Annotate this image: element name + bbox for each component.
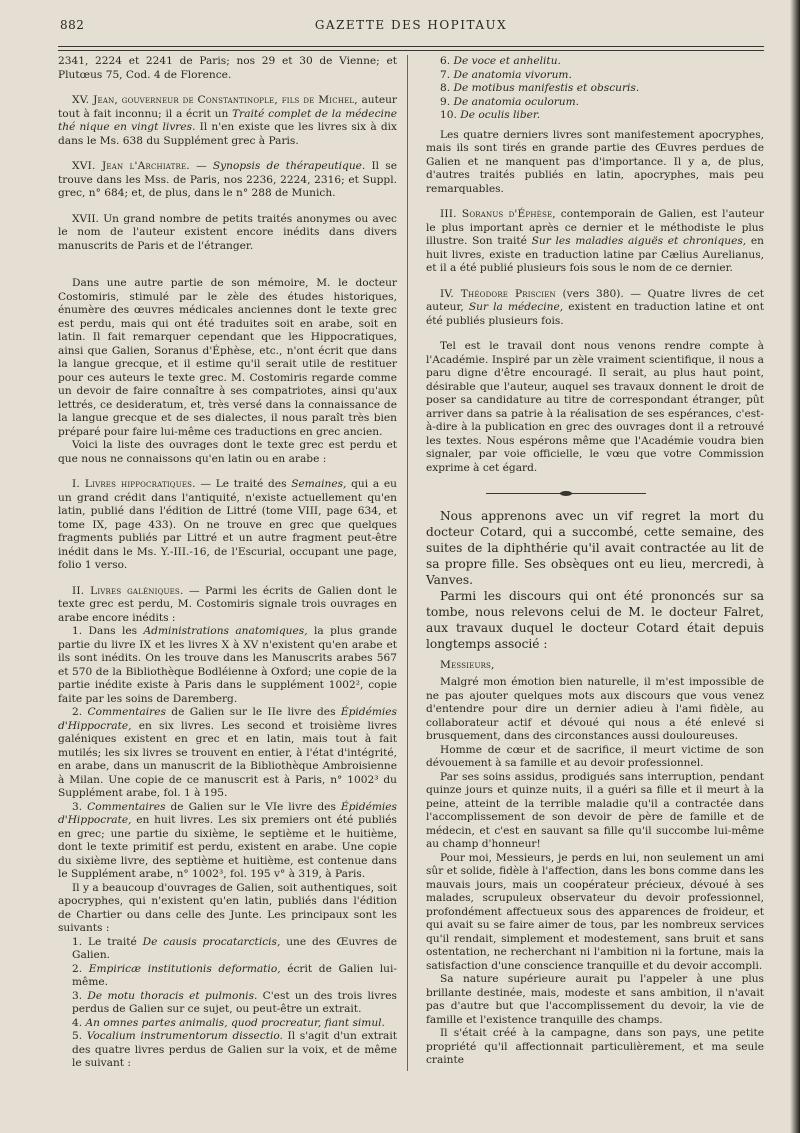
paragraph: Voici la liste des ouvrages dont le texte grec est perdu et que nous ne connaissons qu'en latin ou en arabe : xyxy=(58,439,397,465)
work-title: Traité complet de la médecine thé nique en vingt livres. xyxy=(58,107,397,133)
running-title: GAZETTE DES HOPITAUX xyxy=(314,18,508,32)
paragraph: 3. Commentaires de Galien sur le VIe livre des Épidémies d'Hippocrate, en huit livres. Les six premiers ont été publiés en grec; une partie du sixième, le septième et le huitième, dont le texte primitif est perdu, existent en arabe. Une copie du sixième livre, des septième et huitième, est contenue dans le Supplément arabe, n° 1002³, fol. 195 v° à 319, à Paris. xyxy=(58,800,397,880)
work-list xyxy=(426,55,764,123)
work-title: Vocalium instrumentorum dissectio. xyxy=(86,1030,283,1042)
list-item: 7. De anatomia vivorum. xyxy=(439,68,572,81)
section-divider xyxy=(486,493,646,494)
paragraph: XVII. Un grand nombre de petits traités anonymes ou avec le nom de l'auteur existent encore inédits dans divers manuscrits de Paris et de l'étranger. xyxy=(58,212,397,252)
section-heading: I. Livres hippocratiques. xyxy=(72,478,196,490)
work-title: Administrations anatomiques, xyxy=(143,625,308,637)
list-item: 9. De anatomia oculorum. xyxy=(439,95,580,108)
paragraph: 1. Dans les Administrations anatomiques, la plus grande partie du livre IX et les livres X à XV n'existent qu'en arabe et ils sont inédits. On les trouve dans les Manuscrits arabes 567 et 570 de la Bibliothèque Bodléienne à Oxford; une copie de la partie inédite existe à Paris dans le supplément 1002², copie faite par les soins de Daremberg. xyxy=(58,625,397,705)
paragraph: I. Livres hippocratiques. — Le traité des Semaines, qui a eu un grand crédit dans l'antiquité, n'existe actuellement qu'en latin, publié dans l'édition de Littré (tome VIII, page 634, et tome IX, page 433). On ne trouve en grec que quelques fragments publiés par Littré et un autre fragment peut-être inédit dans le Ms. Y.-III.-16, de l'Escurial, occupant une page, folio 1 verso. xyxy=(58,478,397,571)
paragraph: Malgré mon émotion bien naturelle, il m'est impossible de ne pas ajouter quelques mots aux discours que vous venez d'entendre pour dire un dernier adieu à l'ami fidèle, au collaborateur actif et dévoué qui nous a été enlevé si brusquement, dans des circonstances aussi douloureuses. xyxy=(425,676,764,742)
work-title: Empiricæ institutionis deformatio, xyxy=(88,962,281,975)
paragraph: III. Soranus d'Éphèse, contemporain de Galien, est l'auteur le plus important après ce dernier et le méthodiste le plus illustre. Son traité Sur les maladies aiguës et chroniques, en huit livres, existe en traduction latine par Cælius Aurelianus, et il a été publié plusieurs fois sous le nom de ce dernier. xyxy=(425,208,764,274)
header-rule xyxy=(58,47,764,51)
work-title: Sur la médecine, xyxy=(468,301,564,313)
paragraph: Tel est le travail dont nous venons rendre compte à l'Académie. Inspiré par un zèle vraiment scientifique, il nous a paru digne d'être encouragé. Il serait, au plus haut point, désirable que l'auteur, auquel ses travaux donnent le droit de poser sa candidature au titre de correspondant étranger, pût arriver dans sa patrie à la réalisation de ses espérances, c'est-à-dire à la publication en grec des ouvrages dont il a retrouvé les textes. Nous espérons même que l'Académie voudra bien signaler, par voie officielle, le vœu que votre Commission exprime à cet égard. xyxy=(425,340,764,474)
paragraph: Dans une autre partie de son mémoire, M. le docteur Costomiris, stimulé par le zèle des études historiques, énumère des œuvres médicales anciennes dont le texte grec est perdu, mais qui ont été traduites soit en arabe, soit en latin. Il fait remarquer cependant que les Hippocratiques, ainsi que Galien, Soranus d'Éphèse, etc., n'ont écrit que dans la langue grecque, et il estime qu'il serait utile de restituer pour ces auteurs le texte grec. M. Costomiris regarde comme un devoir de faire connaître à ses compatriotes, ainsi qu'aux lettrés, ce desideratum, et, très versé dans la connaissance de la langue grecque et de ses dialectes, il nous paraît très bien préparé pour faire lui-même ces traductions en grec ancien. xyxy=(58,277,397,438)
list-item: 3. De motu thoracis et pulmonis. C'est un des trois livres perdus de Galien sur ce sujet, ou peut-être un extrait. xyxy=(72,989,397,1015)
work-title: Commentaires xyxy=(87,706,166,718)
work-list xyxy=(58,936,397,1071)
paragraph: Sa nature supérieure aurait pu l'appeler à une plus brillante destinée, mais, modeste et sans ambition, il n'avait pas d'autre but que l'accomplissement du devoir, la vie de famille et l'existence tranquille des champs. xyxy=(425,973,764,1026)
work-title: De anatomia vivorum. xyxy=(453,68,572,81)
obituary-announcement xyxy=(426,508,764,652)
work-title: De voce et anhelitu. xyxy=(453,55,561,67)
paragraph: IV. Théodore Priscien (vers 380). — Quatre livres de cet auteur, Sur la médecine, existent en traduction latine et ont été publiés plusieurs fois. xyxy=(425,287,764,327)
right-column xyxy=(424,55,764,1071)
work-title: Épidémies d'Hippocrate, xyxy=(58,800,397,826)
text-columns xyxy=(58,55,764,1071)
work-title: De motibus manifestis et obscuris. xyxy=(453,82,640,94)
work-title: De causis procatarcticis, xyxy=(142,935,281,948)
work-title: Synopsis de thérapeutique. xyxy=(212,160,366,172)
work-title: De motu thoracis et pulmonis. xyxy=(87,989,258,1002)
list-item: 4. An omnes partes animalis, quod procreatur, fiant simul. xyxy=(72,1016,385,1029)
paragraph: XV. Jean, gouverneur de Constantinople, fils de Michel, auteur tout à fait inconnu; il a écrit un Traité complet de la médecine thé nique en vingt livres. Il n'en existe que les livres six à dix dans le Ms. 638 du Supplément grec à Paris. xyxy=(58,94,397,147)
work-title: Commentaires xyxy=(87,800,166,813)
author-name: XV. Jean, gouverneur de Constantinople, fils de Michel, xyxy=(72,94,358,106)
list-item: 10. De oculis liber. xyxy=(439,109,541,121)
work-title: De anatomia oculorum. xyxy=(453,95,580,108)
paragraph: Il s'était créé à la campagne, dans son pays, une petite propriété qu'il affectionnait particulièrement, et ma seule crainte xyxy=(425,1027,764,1066)
paragraph: 2. Commentaires de Galien sur le IIe livre des Épidémies d'Hippocrate, en six livres. Les second et troisième livres galéniques existent en grec et en latin, mais tout à fait mutilés; les six livres se trouvent en entier, à l'état d'intégrité, en arabe, dans un manuscrit de la Bibliothèque Ambroisienne à Milan. Une copie de ce manuscrit est à Paris, n° 1002³ du Supplément arabe, fol. 1 à 195. xyxy=(58,706,397,799)
page-header xyxy=(58,0,764,47)
work-title: Épidémies d'Hippocrate, xyxy=(58,706,397,732)
paragraph: 2341, 2224 et 2241 de Paris; nos 29 et 30 de Vienne; et Plutœus 75, Cod. 4 de Florence. xyxy=(58,55,397,81)
work-title: Sur les maladies aiguës et chroniques, xyxy=(531,235,747,247)
paragraph: II. Livres galéniques. — Parmi les écrits de Galien dont le texte grec est perdu, M. Costomiris signale trois ouvrages en arabe encore inédits : xyxy=(58,584,397,624)
paragraph: Parmi les discours qui ont été prononcés sur sa tombe, nous relevons celui de M. le docteur Falret, aux travaux duquel le docteur Cotard était depuis longtemps associé : xyxy=(425,589,764,651)
paragraph: XVI. Jean l'Archiatre. — Synopsis de thérapeutique. Il se trouve dans les Mss. de Paris, nos 2236, 2224, 2316; et Suppl. grec, n° 684; et, de plus, dans le n° 288 de Munich. xyxy=(58,160,397,199)
paragraph: Homme de cœur et de sacrifice, il meurt victime de son dévouement à sa famille et au devoir professionnel. xyxy=(425,743,764,769)
left-column xyxy=(58,55,408,1071)
author-name: IV. Théodore Priscien xyxy=(439,287,556,300)
list-item: 1. Le traité De causis procatarcticis, une des Œuvres de Galien. xyxy=(72,935,397,961)
work-title: An omnes partes animalis, quod procreatur, fiant simul. xyxy=(85,1016,385,1029)
page-spine-shadow xyxy=(790,0,800,1133)
paragraph: Il y a beaucoup d'ouvrages de Galien, soit authentiques, soit apocryphes, qui n'existent qu'en latin, publiés dans l'édition de Chartier ou dans celle des Junte. Les principaux sont les suivants : xyxy=(58,881,397,934)
work-title: De oculis liber. xyxy=(460,109,541,121)
list-item: 5. Vocalium instrumentorum dissectio. Il s'agit d'un extrait des quatre livres perdus de Galien sur la voix, et de même le suivant : xyxy=(72,1030,397,1069)
page-number: 882 xyxy=(60,18,85,32)
list-item: 2. Empiricæ institutionis deformatio, écrit de Galien lui-même. xyxy=(72,962,397,988)
paragraph: Pour moi, Messieurs, je perds en lui, non seulement un ami sûr et solide, fidèle à l'affection, dans les bons comme dans les mauvais jours, mais un coopérateur précieux, dévoué à ses malades, scrupuleux observateur du devoir professionnel, profondément affectueux sous des apparences de froideur, et qui avait su se faire aimer de tous, par les nombreux services qu'il rendait, simplement et modestement, sans bruit et sans ostentation, ne recherchant ni l'ambition ni la fortune, mais la satisfaction d'une conscience tranquille et du devoir accompli. xyxy=(425,851,764,972)
list-item: 8. De motibus manifestis et obscuris. xyxy=(439,82,640,94)
paragraph: Les quatre derniers livres sont manifestement apocryphes, mais ils sont tirés en grande partie des Œuvres perdues de Galien et ne manquent pas d'importance. Il y a, de plus, d'autres traités publiés en latin, apocryphes, mais peu remarquables. xyxy=(425,128,764,195)
work-title: Semaines, xyxy=(291,478,347,490)
author-name: III. Soranus d'Éphèse, xyxy=(439,208,556,220)
paragraph: Par ses soins assidus, prodigués sans interruption, pendant quinze jours et quinze nuits, il a guéri sa fille et il meurt à la peine, atteint de la terrible maladie qu'il a contractée dans l'accomplissement de son devoir de père de famille et de médecin, et c'est en sauvant sa fille qu'il succombe lui-même au champ d'honneur! xyxy=(425,770,764,850)
paragraph: Nous apprenons avec un vif regret la mort du docteur Cotard, qui a succombé, cette semaine, des suites de la diphthérie qu'il avait contractée au lit de sa propre fille. Ses obsèques ont eu lieu, mercredi, à Vanves. xyxy=(425,509,764,587)
list-item: 6. De voce et anhelitu. xyxy=(439,55,561,67)
author-name: XVI. Jean l'Archiatre. xyxy=(72,160,190,172)
speech-salutation: Messieurs, xyxy=(439,659,495,671)
section-heading: II. Livres galéniques. xyxy=(72,584,184,597)
